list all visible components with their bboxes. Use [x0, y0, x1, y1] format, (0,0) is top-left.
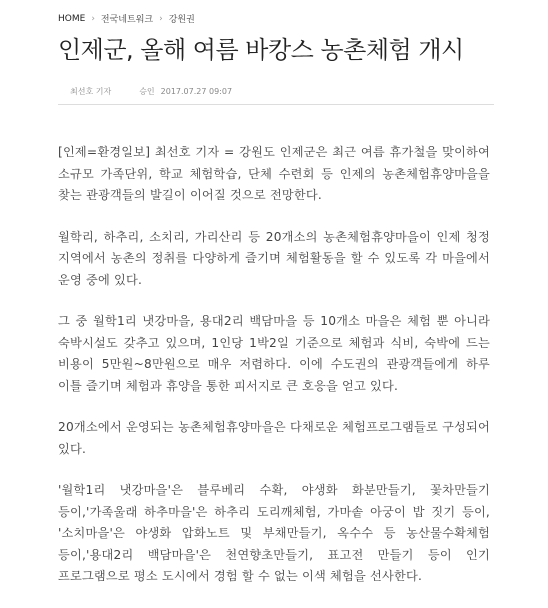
breadcrumb-home[interactable]: HOME	[58, 13, 86, 24]
article-title: 인제군, 올해 여름 바캉스 농촌체험 개시	[58, 36, 464, 64]
approved-info	[139, 86, 232, 97]
chevron-right-icon: ›	[159, 13, 163, 24]
reporter-name: 최선호 기자	[70, 87, 112, 96]
approved-label: 승인	[139, 87, 155, 96]
article-paragraph: 20개소에서 운영되는 농촌체험휴양마을은 다채로운 체험프로그램들로 구성되어 있다.	[58, 420, 490, 456]
chevron-right-icon: ›	[91, 13, 95, 24]
article-paragraph: 월학리, 하추리, 소치리, 가리산리 등 20개소의 농촌체험휴양마을이 인제 청정 지역에서 농촌의 정취를 다양하게 즐기며 체험활동을 할 수 있도록 각 마을에서 운영 중에 있다.	[58, 229, 490, 287]
article-paragraph: [인제=환경일보] 최선호 기자 = 강원도 인제군은 최근 여름 휴가철을 맞이하여 소규모 가족단위, 학교 체험학습, 단체 수련회 등 인제의 농촌체험휴양마을을 찾는 관광객들의 발길이 이어질 것으로 전망한다.	[58, 145, 490, 202]
article-body	[58, 142, 490, 608]
article-meta	[70, 86, 232, 97]
article-paragraph: '월학1리 냇강마을'은 블루베리 수확, 야생화 화분만들기, 꽃차만들기 등이,'가족울래 하추마을'은 하추리 도리깨체험, 가마솥 아궁이 밥 짓기 등이, '소치마을'은 야생화 압화노트 및 부채만들기, 옥수수 등 농산물수확체험 등이,'용대2리 백담마을'은 천연향초만들기, 표고전 만들기 등이 인기 프로그램으로 평소 도시에서 경험 할 수 없는 이색 체험을 선사한다.	[58, 483, 490, 583]
header-divider	[58, 104, 494, 105]
breadcrumb	[58, 12, 195, 25]
approved-time: 2017.07.27 09:07	[160, 87, 233, 96]
breadcrumb-level2[interactable]: 강원권	[168, 15, 195, 25]
breadcrumb-level1[interactable]: 전국네트워크	[100, 15, 154, 25]
article-paragraph: 그 중 월학1리 냇강마을, 용대2리 백담마을 등 10개소 마을은 체험 뿐 아니라 숙박시설도 갖추고 있으며, 1인당 1박2일 기준으로 체험과 식비, 숙박에 드는 비용이 5만원~8만원으로 매우 저렴하다. 이에 수도권의 관광객들에게 하루 이틀 즐기며 체험과 휴양을 통한 피서지로 큰 호응을 얻고 있다.	[58, 314, 490, 393]
